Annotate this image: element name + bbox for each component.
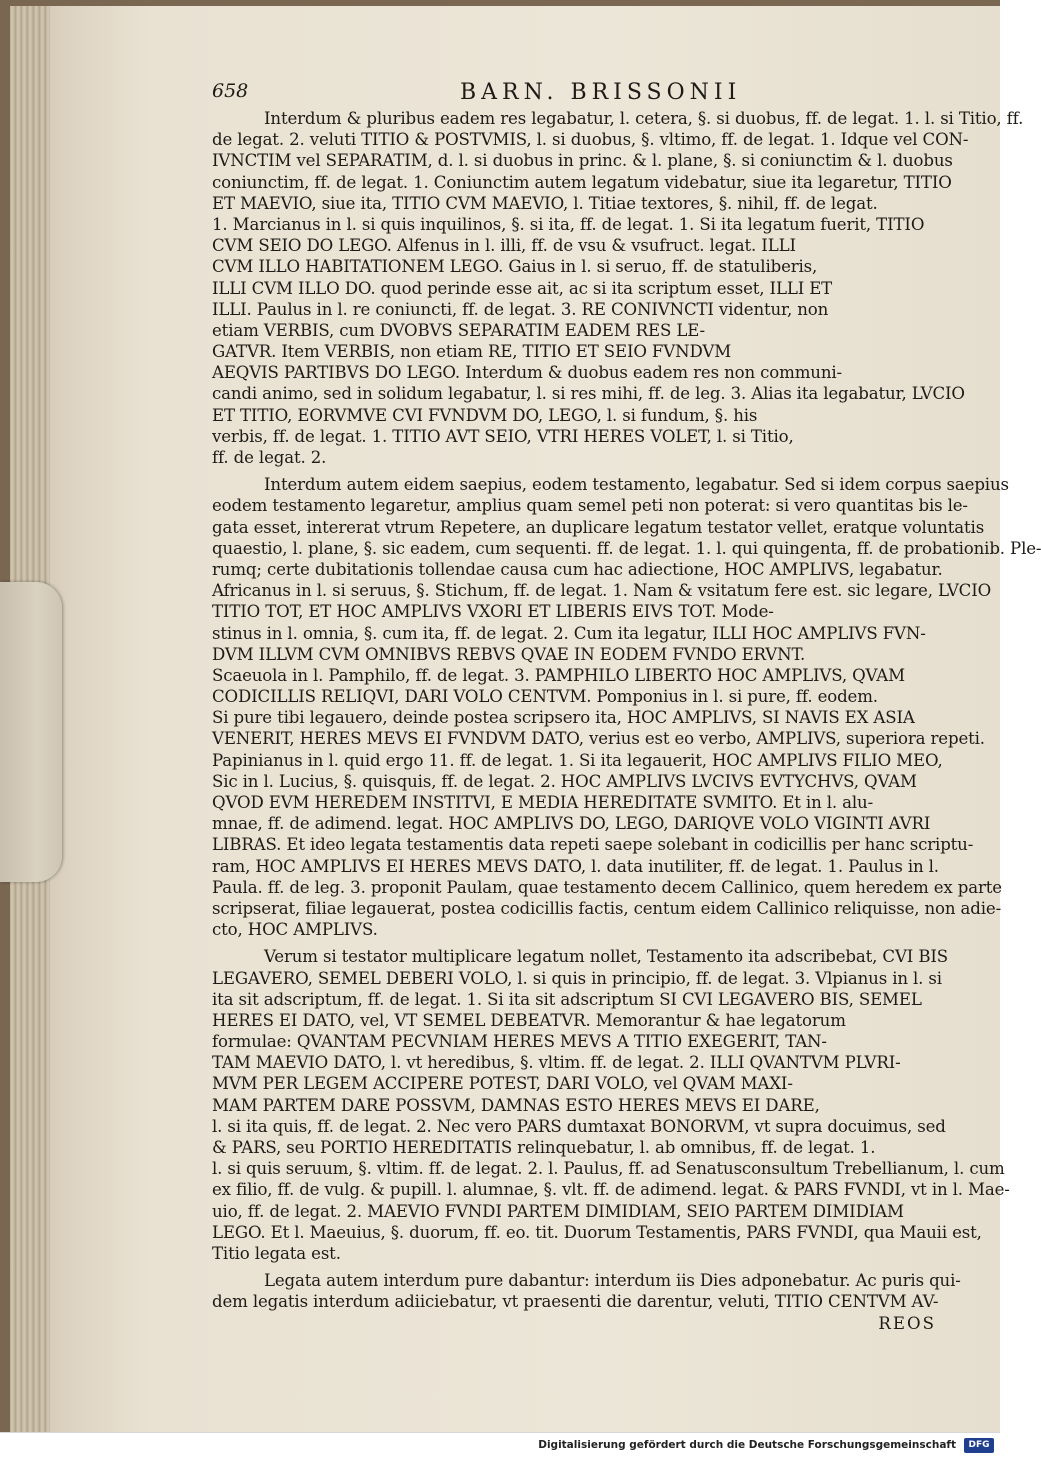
text-line: rumq; certe dubitationis tollendae causa cum hac adiectione, HOC AMPLIVS, legabatur.: [212, 559, 943, 579]
page-number: 658: [212, 80, 249, 102]
text-line: uio, ff. de legat. 2. MAEVIO FVNDI PARTEM DIMIDIAM, SEIO PARTEM DIMIDIAM: [212, 1201, 904, 1221]
text-line: ex filio, ff. de vulg. & pupill. l. alumnae, §. vlt. ff. de adimend. legat. & PARS FVNDI, vt in l. Mae-: [212, 1180, 1010, 1200]
text-line: 1. Marcianus in l. si quis inquilinos, §. si ita, ff. de legat. 1. Si ita legatum fuerit, TITIO: [212, 214, 925, 234]
text-line: Legata autem interdum pure dabantur: interdum iis Dies adponebatur. Ac puris qui-: [264, 1271, 961, 1291]
text-line: ita sit adscriptum, ff. de legat. 1. Si ita sit adscriptum SI CVI LEGAVERO BIS, SEMEL: [212, 989, 922, 1009]
catchword: REOS: [878, 1313, 936, 1333]
text-line: Verum si testator multiplicare legatum nollet, Testamento ita adscribebat, CVI BIS: [264, 947, 948, 967]
text-line: CVM ILLO HABITATIONEM LEGO. Gaius in l. si seruo, ff. de statuliberis,: [212, 257, 818, 277]
text-line: AEQVIS PARTIBVS DO LEGO. Interdum & duobus eadem res non communi-: [212, 363, 842, 383]
text-line: ILLI. Paulus in l. re coniuncti, ff. de legat. 3. RE CONIVNCTI videntur, non: [212, 299, 829, 319]
text-line: stinus in l. omnia, §. cum ita, ff. de legat. 2. Cum ita legatur, ILLI HOC AMPLIVS FVN-: [212, 623, 926, 643]
text-line: VENERIT, HERES MEVS EI FVNDVM DATO, verius est eo verbo, AMPLIVS, superiora repeti.: [212, 729, 985, 749]
text-line: TAM MAEVIO DATO, l. vt heredibus, §. vltim. ff. de legat. 2. ILLI QVANTVM PLVRI-: [212, 1053, 901, 1073]
text-line: Interdum & pluribus eadem res legabatur, l. cetera, §. si duobus, ff. de legat. 1. l. si Titio, ff.: [264, 109, 1024, 128]
text-line: cto, HOC AMPLIVS.: [212, 920, 378, 940]
text-line: quaestio, l. plane, §. sic eadem, cum sequenti. ff. de legat. 1. l. qui quingenta, ff. de probationib. Ple-: [212, 538, 1041, 558]
text-line: & PARS, seu PORTIO HEREDITATIS relinquebatur, l. ab omnibus, ff. de legat. 1.: [212, 1138, 876, 1157]
dfg-logo: DFG: [964, 1438, 994, 1453]
text-line: mnae, ff. de adimend. legat. HOC AMPLIVS DO, LEGO, DARIQVE VOLO VIGINTI AVRI: [212, 814, 931, 834]
running-title: BARN. BRISSONII: [460, 80, 742, 105]
running-head: [212, 80, 952, 106]
text-line: Sic in l. Lucius, §. quisquis, ff. de legat. 2. HOC AMPLIVS LVCIVS EVTYCHVS, QVAM: [212, 771, 917, 791]
text-line: gata esset, intererat vtrum Repetere, an duplicare legatum testator vellet, eratque voluntatis: [212, 517, 985, 537]
text-block: [212, 80, 1041, 1334]
text-line: LEGAVERO, SEMEL DEBERI VOLO, l. si quis in principio, ff. de legat. 3. Vlpianus in l. si: [212, 968, 942, 988]
text-line: l. si quis seruum, §. vltim. ff. de legat. 2. l. Paulus, ff. ad Senatusconsultum Trebellianum, l. cum: [212, 1159, 1005, 1179]
text-line: HERES EI DATO, vel, VT SEMEL DEBEATVR. Memorantur & hae legatorum: [212, 1010, 846, 1030]
text-line: Titio legata est.: [212, 1243, 341, 1263]
text-line: l. si ita quis, ff. de legat. 2. Nec vero PARS dumtaxat BONORVM, vt supra docuimus, sed: [212, 1116, 946, 1136]
text-line: QVOD EVM HEREDEM INSTITVI, E MEDIA HEREDITATE SVMITO. Et in l. alu-: [212, 793, 874, 812]
page-tab: [0, 582, 62, 882]
text-line: LEGO. Et l. Maeuius, §. duorum, ff. eo. tit. Duorum Testamentis, PARS FVNDI, qua Mauii est,: [212, 1222, 982, 1242]
text-line: verbis, ff. de legat. 1. TITIO AVT SEIO, VTRI HERES VOLET, l. si Titio,: [212, 426, 794, 446]
text-line: ET TITIO, EORVMVE CVI FVNDVM DO, LEGO, l. si fundum, §. his: [212, 405, 758, 425]
text-line: ILLI CVM ILLO DO. quod perinde esse ait, ac si ita scriptum esset, ILLI ET: [212, 278, 833, 298]
text-line: Si pure tibi legauero, deinde postea scripsero ita, HOC AMPLIVS, SI NAVIS EX ASIA: [212, 708, 915, 728]
text-line: etiam VERBIS, cum DVOBVS SEPARATIM EADEM RES LE-: [212, 320, 705, 340]
text-line: Africanus in l. si seruus, §. Stichum, ff. de legat. 1. Nam & vsitatum fere est. sic legare, LVCIO: [212, 581, 992, 601]
text-line: LIBRAS. Et ideo legata testamentis data repeti saepe solebant in codicillis per hanc scriptu-: [212, 835, 974, 855]
text-line: Papinianus in l. quid ergo 11. ff. de legat. 1. Si ita legauerit, HOC AMPLIVS FILIO MEO,: [212, 750, 943, 770]
text-line: CVM SEIO DO LEGO. Alfenus in l. illi, ff. de vsu & vsufruct. legat. ILLI: [212, 236, 796, 256]
text-line: CODICILLIS RELIQVI, DARI VOLO CENTVM. Pomponius in l. si pure, ff. eodem.: [212, 687, 878, 707]
funding-credit: Digitalisierung gefördert durch die Deutsche Forschungsgemeinschaft: [538, 1439, 956, 1451]
text-line: scripserat, filiae legauerat, postea codicillis factis, centum eidem Callinico reliquisse, non adie-: [212, 898, 1002, 918]
text-line: MVM PER LEGEM ACCIPERE POTEST, DARI VOLO, vel QVAM MAXI-: [212, 1074, 793, 1094]
text-line: ram, HOC AMPLIVS EI HERES MEVS DATO, l. data inutiliter, ff. de legat. 1. Paulus in l.: [212, 856, 939, 876]
text-line: ET MAEVIO, siue ita, TITIO CVM MAEVIO, l. Titiae textores, §. nihil, ff. de legat.: [212, 193, 878, 213]
footer-bar: [0, 1432, 1000, 1459]
text-line: Interdum autem eidem saepius, eodem testamento, legabatur. Sed si idem corpus saepius: [264, 475, 1009, 495]
text-line: dem legatis interdum adiiciebatur, vt praesenti die darentur, veluti, TITIO CENTVM AV-: [212, 1292, 939, 1312]
text-line: Paula. ff. de leg. 3. proponit Paulam, quae testamento decem Callinico, quem heredem ex parte: [212, 877, 1002, 897]
text-line: IVNCTIM vel SEPARATIM, d. l. si duobus in princ. & l. plane, §. si coniunctim & l. duobus: [212, 151, 953, 171]
text-line: candi animo, sed in solidum legabatur, l. si res mihi, ff. de leg. 3. Alias ita legabatur, LVCIO: [212, 384, 965, 404]
text-line: eodem testamento legaretur, amplius quam semel peti non poterat: si vero quantitas bis le-: [212, 496, 968, 516]
text-line: coniunctim, ff. de legat. 1. Coniunctim autem legatum videbatur, siue ita legaretur, TITIO: [212, 172, 952, 192]
text-line: GATVR. Item VERBIS, non etiam RE, TITIO ET SEIO FVNDVM: [212, 342, 732, 362]
text-line: DVM ILLVM CVM OMNIBVS REBVS QVAE IN EODEM FVNDO ERVNT.: [212, 644, 806, 664]
text-line: TITIO TOT, ET HOC AMPLIVS VXORI ET LIBERIS EIVS TOT. Mode-: [212, 602, 774, 622]
text-line: Scaeuola in l. Pamphilo, ff. de legat. 3. PAMPHILO LIBERTO HOC AMPLIVS, QVAM: [212, 665, 905, 685]
text-line: MAM PARTEM DARE POSSVM, DAMNAS ESTO HERES MEVS EI DARE,: [212, 1095, 820, 1115]
text-line: ff. de legat. 2.: [212, 448, 327, 467]
text-line: de legat. 2. veluti TITIO & POSTVMIS, l. si duobus, §. vltimo, ff. de legat. 1. Idque vel CON-: [212, 130, 969, 150]
text-line: formulae: QVANTAM PECVNIAM HERES MEVS A TITIO EXEGERIT, TAN-: [212, 1032, 827, 1052]
